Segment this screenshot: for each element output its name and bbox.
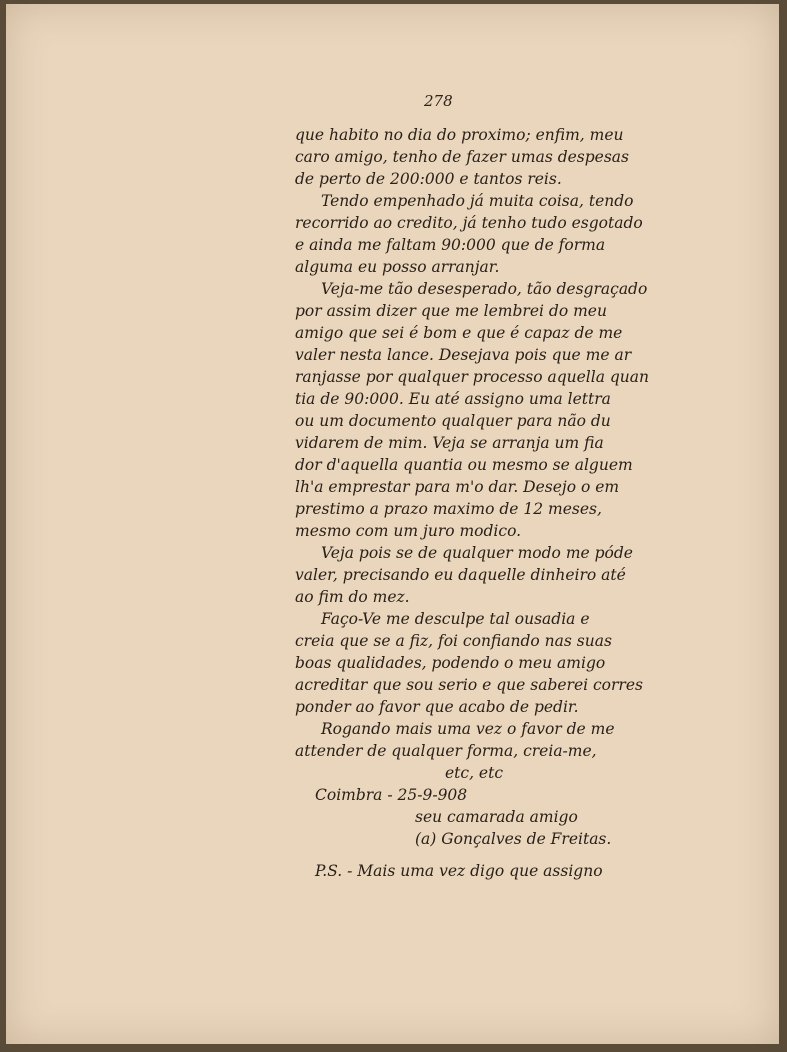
- letter-line: mesmo com um juro modico.: [295, 522, 522, 540]
- letter-line: ou um documento qualquer para não du: [295, 412, 611, 430]
- letter-line: boas qualidades, podendo o meu amigo: [295, 654, 606, 672]
- letter-line: de perto de 200:000 e tantos reis.: [295, 170, 562, 188]
- letter-line: alguma eu posso arranjar.: [295, 258, 500, 276]
- page-number: 278: [424, 92, 453, 110]
- letter-line: ao fim do mez.: [295, 588, 410, 606]
- letter-page: [6, 4, 779, 1044]
- place-date: Coimbra - 25-9-908: [315, 786, 468, 804]
- letter-line: acreditar que sou serio e que saberei corres: [295, 676, 643, 694]
- letter-line: Veja pois se de qualquer modo me póde: [321, 544, 633, 562]
- letter-line: Tendo empenhado já muita coisa, tendo: [321, 192, 634, 210]
- letter-line: Rogando mais uma vez o favor de me: [321, 720, 615, 738]
- letter-line: prestimo a prazo maximo de 12 meses,: [295, 500, 602, 518]
- postscript: P.S. - Mais uma vez digo que assigno: [315, 862, 603, 880]
- closing-line: seu camarada amigo: [415, 808, 578, 826]
- letter-body: [295, 124, 675, 882]
- letter-line: ponder ao favor que acabo de pedir.: [295, 698, 579, 716]
- letter-line: Faço-Ve me desculpe tal ousadia e: [321, 610, 590, 628]
- letter-line: que habito no dia do proximo; enfim, meu: [295, 126, 624, 144]
- letter-line: lh'a emprestar para m'o dar. Desejo o em: [295, 478, 620, 496]
- valediction: etc, etc: [445, 764, 504, 782]
- letter-line: amigo que sei é bom e que é capaz de me: [295, 324, 623, 342]
- signature: (a) Gonçalves de Freitas.: [415, 830, 612, 848]
- letter-line: valer, precisando eu daquelle dinheiro até: [295, 566, 626, 584]
- letter-line: por assim dizer que me lembrei do meu: [295, 302, 607, 320]
- letter-line: Veja-me tão desesperado, tão desgraçado: [321, 280, 648, 298]
- letter-line: ranjasse por qualquer processo aquella quan: [295, 368, 650, 386]
- letter-line: dor d'aquella quantia ou mesmo se alguem: [295, 456, 633, 474]
- letter-line: tia de 90:000. Eu até assigno uma lettra: [295, 390, 611, 408]
- letter-line: e ainda me faltam 90:000 que de forma: [295, 236, 606, 254]
- letter-line: creia que se a fiz, foi confiando nas suas: [295, 632, 612, 650]
- letter-line: caro amigo, tenho de fazer umas despesas: [295, 148, 629, 166]
- letter-line: vidarem de mim. Veja se arranja um fia: [295, 434, 604, 452]
- letter-line: recorrido ao credito, já tenho tudo esgotado: [295, 214, 643, 232]
- letter-line: attender de qualquer forma, creia-me,: [295, 742, 597, 760]
- letter-line: valer nesta lance. Desejava pois que me ar: [295, 346, 632, 364]
